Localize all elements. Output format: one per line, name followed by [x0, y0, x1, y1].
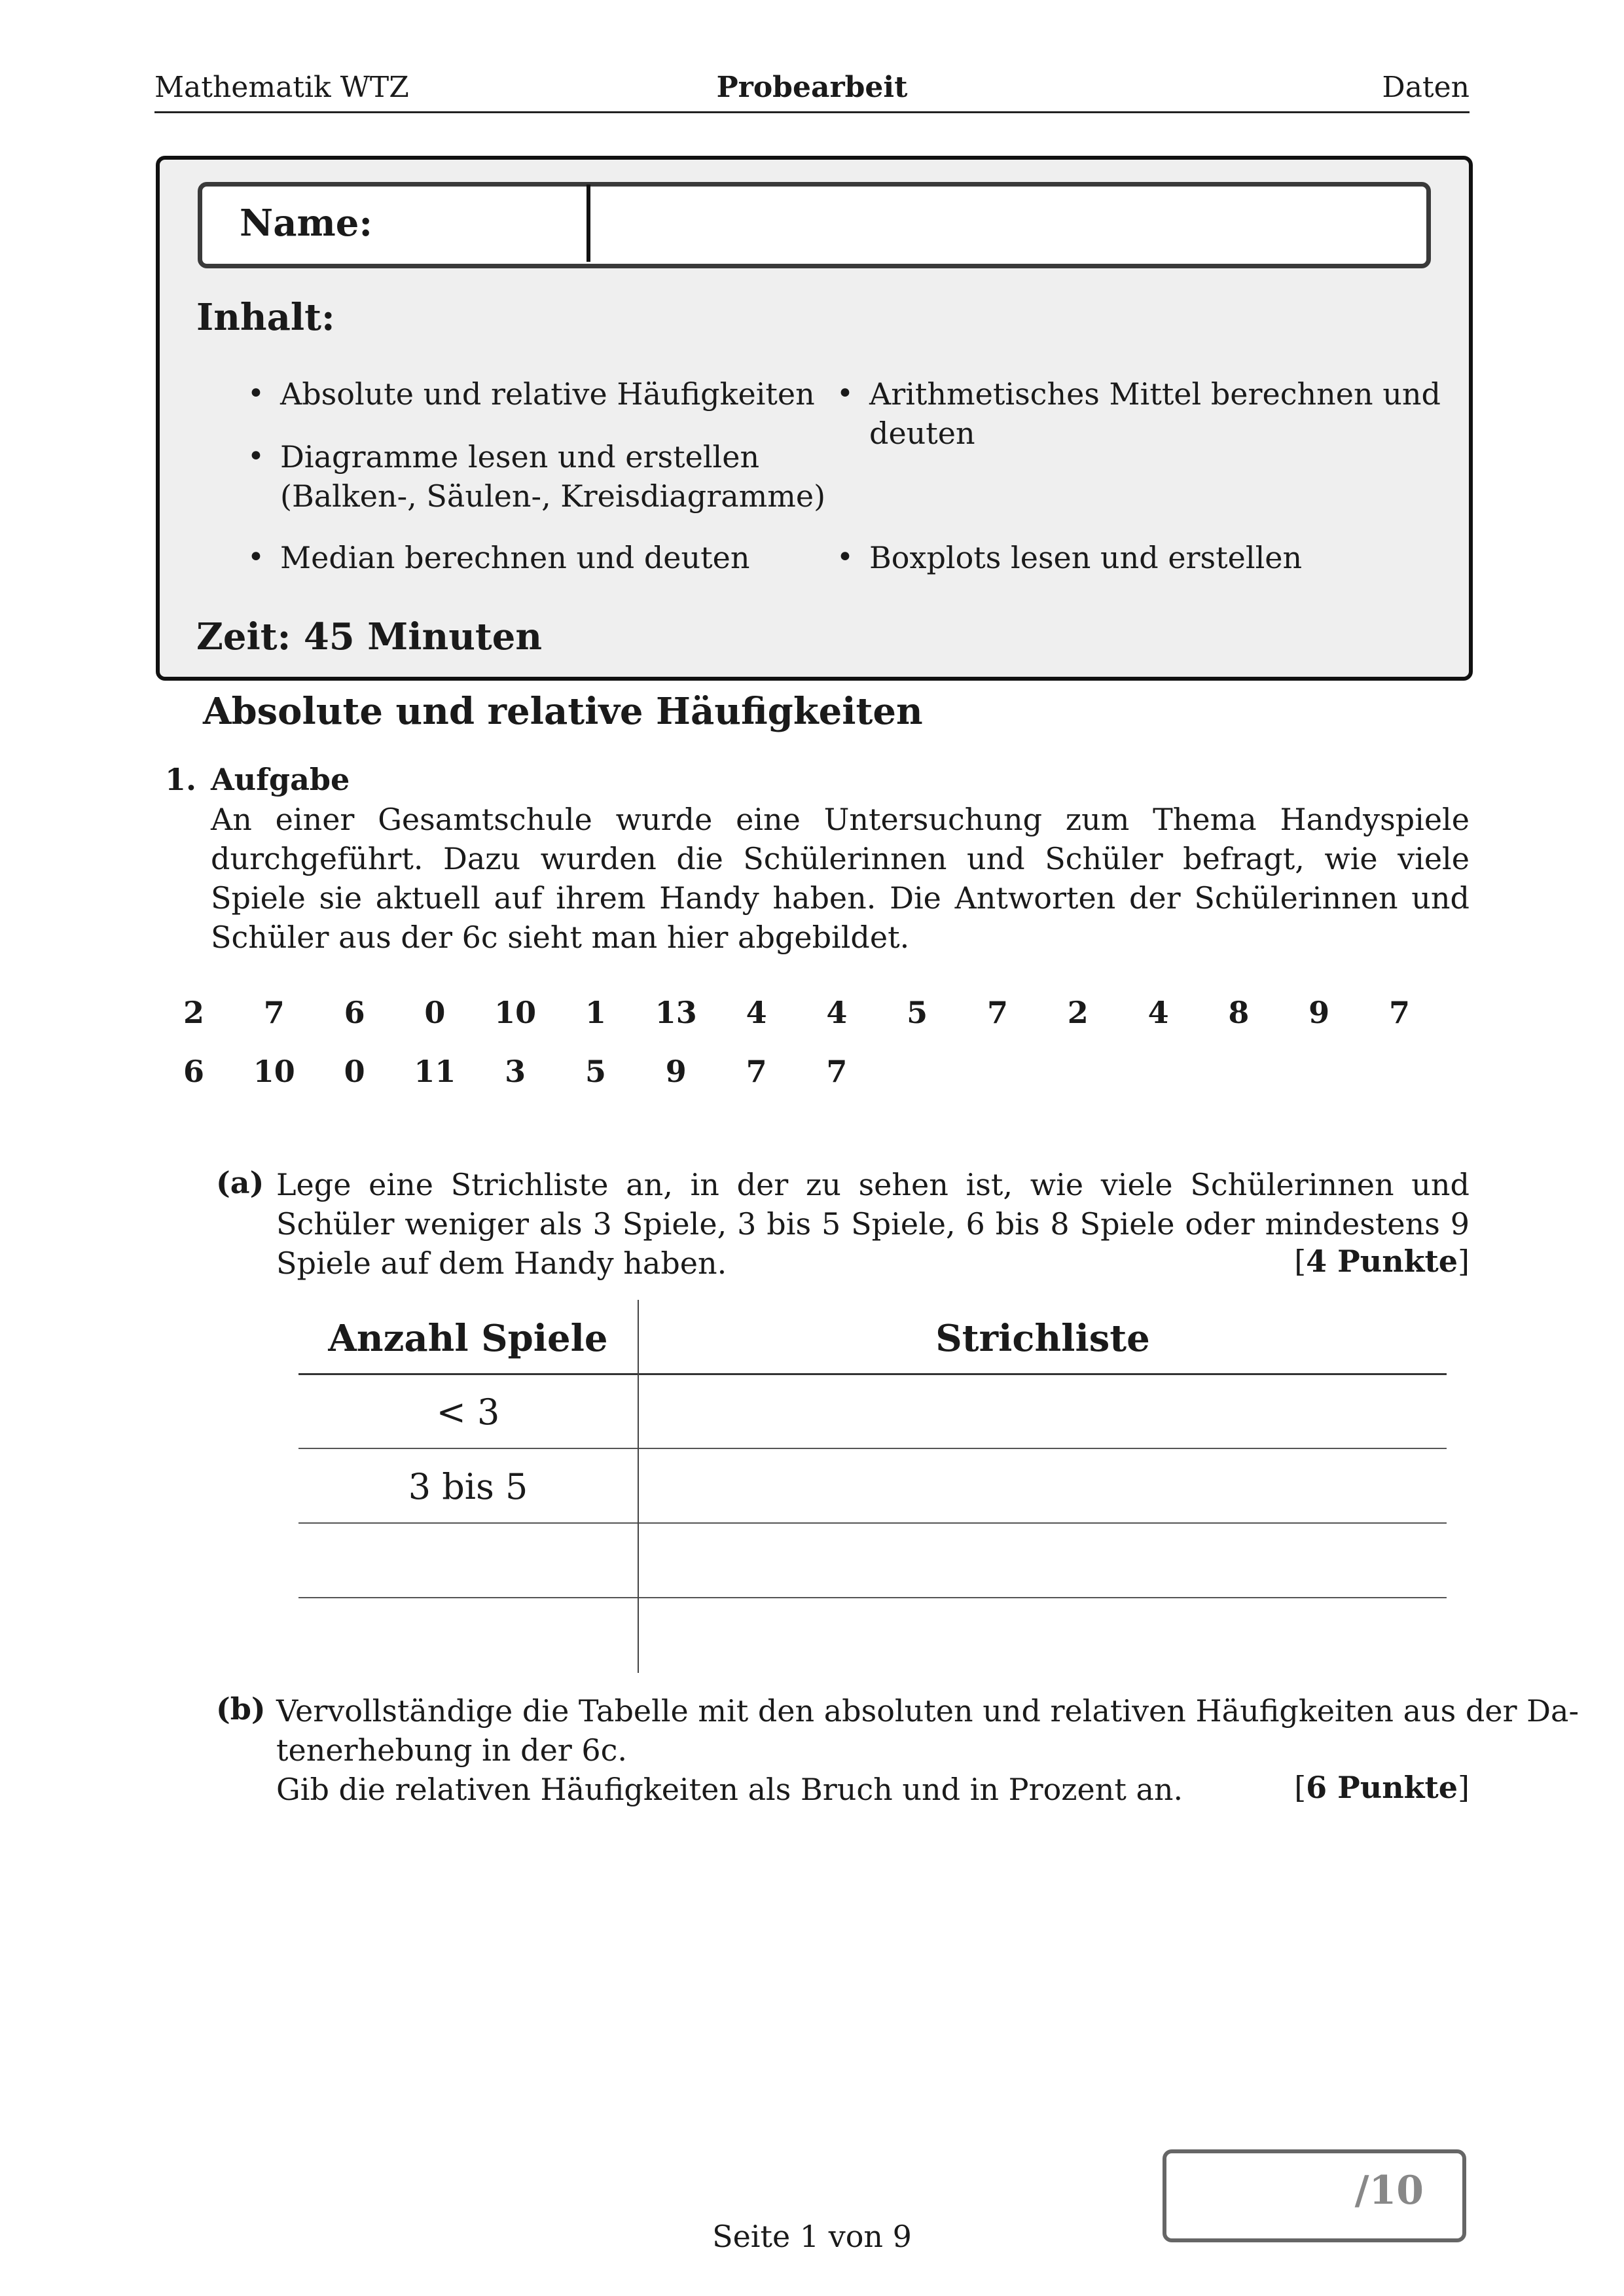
topic-text: Boxplots lesen und erstellen: [869, 540, 1303, 575]
data-value: 0: [344, 1054, 365, 1089]
table-rule: [298, 1597, 1447, 1598]
part-a-points: [4 Punkte]: [1294, 1244, 1470, 1279]
bullet-icon: •: [247, 541, 264, 574]
bullet-icon: •: [247, 440, 264, 473]
data-value: 13: [655, 995, 697, 1030]
table-header-count: Anzahl Spiele: [328, 1317, 608, 1360]
data-value: 10: [253, 1054, 295, 1089]
bullet-icon: •: [837, 377, 854, 410]
table-rule: [298, 1522, 1447, 1524]
data-value: 7: [1388, 995, 1410, 1030]
table-rule: [298, 1373, 1447, 1375]
part-a-label: (a): [216, 1165, 264, 1200]
points-value: 4 Punkte: [1306, 1244, 1458, 1279]
topic-text: Median berechnen und deuten: [280, 540, 750, 575]
topic-item: [247, 538, 750, 577]
data-value: 3: [505, 1054, 526, 1089]
part-b-points: [6 Punkte]: [1294, 1770, 1470, 1805]
task-title: Aufgabe: [211, 762, 350, 797]
bullet-icon: •: [837, 541, 854, 574]
part-a-text: Lege eine Strichliste an, in der zu sehen ist, wie viele Schülerinnen und Schüler weniger als 3 Spiele, 3 bis 5 Spiele, 6 bis 8 Spiele oder mindestens 9 Spiele auf dem Handy haben.: [276, 1167, 1470, 1281]
section-title: Absolute und relative Häufigkeiten: [203, 690, 923, 733]
data-value: 7: [263, 995, 285, 1030]
topic-item: [837, 538, 1303, 577]
data-value: 7: [746, 1054, 767, 1089]
table-divider: [638, 1300, 639, 1673]
data-value: 5: [907, 995, 928, 1030]
task-number: 1.: [165, 762, 197, 797]
topic-text: Absolute und relative Häufigkeiten: [280, 376, 815, 412]
data-value: 4: [746, 995, 767, 1030]
time-limit: Zeit: 45 Minuten: [196, 615, 543, 658]
part-b-line: tenerhebung in der 6c.: [276, 1732, 628, 1768]
inhalt-heading: Inhalt:: [196, 296, 335, 339]
topic-text: (Balken-, Säulen-, Kreisdiagramme): [280, 478, 826, 514]
topic-text: Arithmetisches Mittel berechnen und: [869, 376, 1441, 412]
table-rule: [298, 1448, 1447, 1449]
bullet-icon: •: [247, 377, 264, 410]
name-field[interactable]: [198, 182, 1431, 268]
score-text: /10: [1354, 2168, 1424, 2214]
task-description: An einer Gesamtschule wurde eine Untersuchung zum Thema Handyspiele durchgeführt. Dazu wurden die Schülerinnen und Schüler befragt, wie viele Spiele sie aktuell auf ihrem Handy haben. Die Antworten der Schülerinnen und Schüler aus der 6c sieht man hier abgebildet.: [211, 802, 1470, 955]
data-value: 0: [424, 995, 446, 1030]
data-value: 8: [1228, 995, 1250, 1030]
table-cell-range: 3 bis 5: [408, 1466, 528, 1507]
table-header-tally: Strichliste: [935, 1317, 1150, 1360]
header-topic: Daten: [1382, 71, 1470, 104]
data-value: 6: [344, 995, 365, 1030]
data-value: 2: [183, 995, 204, 1030]
data-value: 7: [826, 1054, 848, 1089]
data-value: 4: [826, 995, 848, 1030]
data-value: 4: [1147, 995, 1169, 1030]
data-value: 9: [1308, 995, 1330, 1030]
header-title: Probearbeit: [716, 71, 908, 104]
name-divider: [586, 185, 590, 262]
data-value: 9: [665, 1054, 687, 1089]
page-number: Seite 1 von 9: [712, 2219, 912, 2254]
topic-item: [247, 374, 815, 414]
topic-item: [247, 437, 826, 516]
data-value: 10: [494, 995, 537, 1030]
topic-text: Diagramme lesen und erstellen: [280, 439, 760, 475]
table-cell-range: < 3: [436, 1391, 500, 1433]
points-value: 6 Punkte: [1306, 1770, 1458, 1805]
data-value: 7: [986, 995, 1008, 1030]
part-b-line: Gib die relativen Häufigkeiten als Bruch und in Prozent an.: [276, 1772, 1183, 1807]
part-b-label: (b): [216, 1691, 266, 1727]
name-label: Name:: [240, 202, 373, 245]
data-value: 11: [414, 1054, 456, 1089]
data-value: 2: [1067, 995, 1089, 1030]
data-value: 5: [585, 1054, 606, 1089]
header-rule: [154, 111, 1470, 113]
topic-item: [837, 374, 1441, 453]
topic-text: deuten: [869, 416, 975, 451]
data-value: 1: [585, 995, 606, 1030]
part-b-line: Vervollständige die Tabelle mit den absoluten und relativen Häufigkeiten aus der Da-: [276, 1693, 1579, 1729]
header-subject: Mathematik WTZ: [154, 71, 409, 104]
data-value: 6: [183, 1054, 204, 1089]
